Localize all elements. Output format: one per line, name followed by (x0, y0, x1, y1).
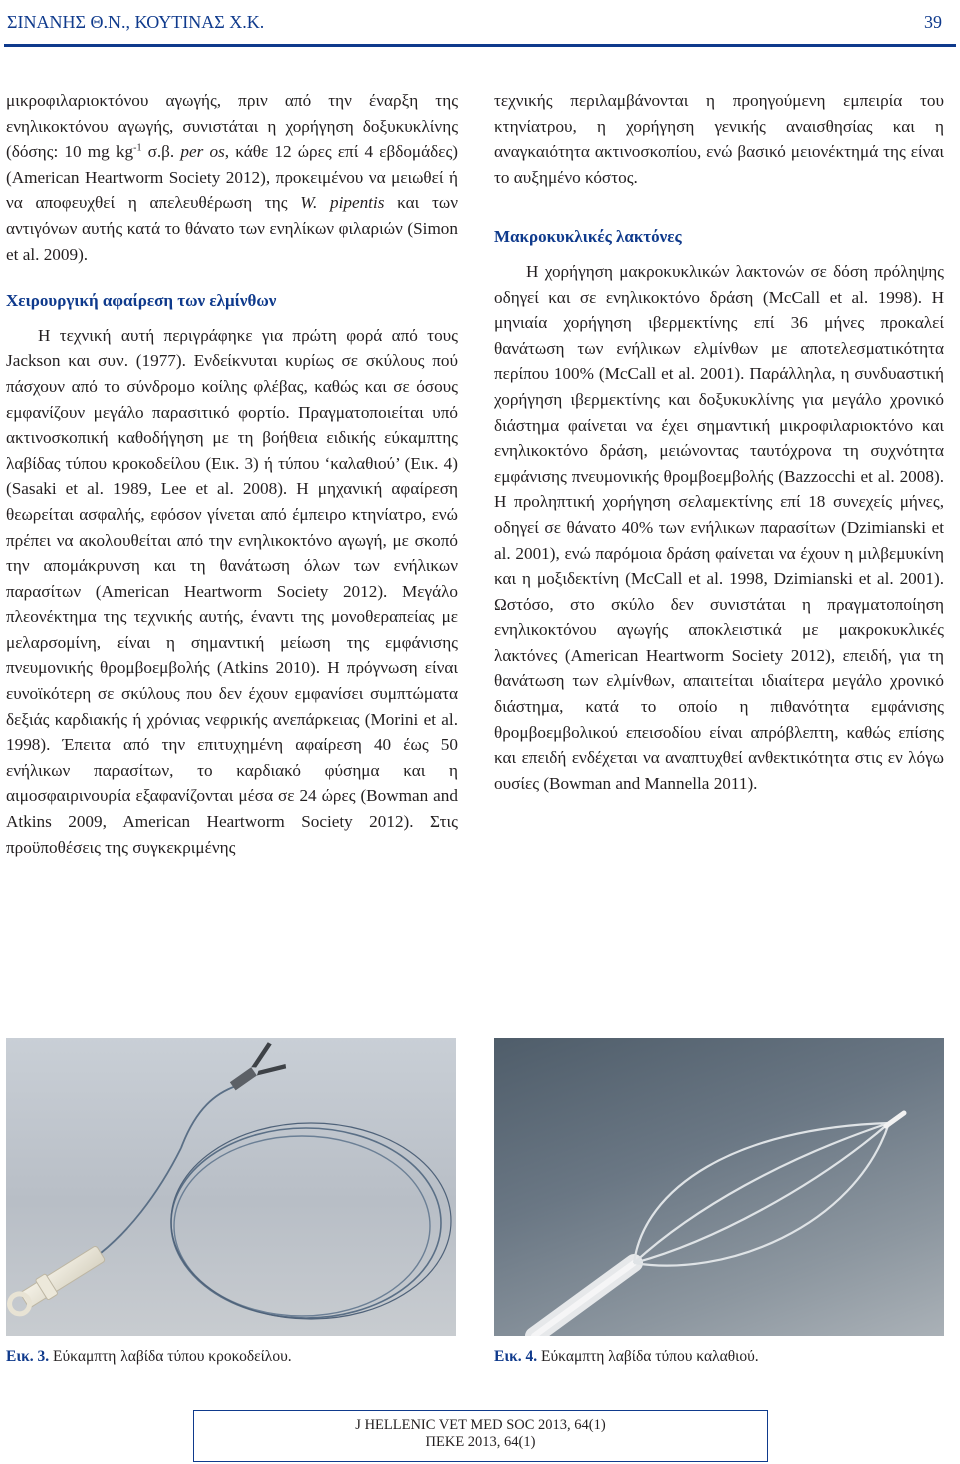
figure-crocodile-forceps (6, 1038, 456, 1336)
header-rule (4, 44, 956, 47)
section-title-macrocyclic-lactones: Μακροκυκλικές λακτόνες (494, 227, 682, 247)
figure-3-caption: Εικ. 3. Εύκαμπτη λαβίδα τύπου κροκοδείλου. (6, 1348, 292, 1365)
crocodile-forceps-image (6, 1038, 456, 1336)
right-column (494, 88, 944, 796)
paragraph-technique-requirements: τεχνικής περιλαμβάνονται η προηγούμενη εμπειρία του κτηνίατρου, η χορήγηση γενικής αναισθησίας και η αναγκαιότητα ακτινοσκοπίου, ενώ βασικό μειονέκτημά της είναι το αυξημένο κόστος. (494, 91, 944, 187)
section-title-surgical-removal: Χειρουργική αφαίρεση των ελμίνθων (6, 291, 277, 311)
running-head-authors: ΣΙΝΑΝΗΣ Θ.Ν., ΚΟΥΤΙΝΑΣ Χ.Κ. (7, 12, 265, 32)
paragraph-doxycycline: μικροφιλαριοκτόνου αγωγής, πριν από την έναρξη της ενηλικοκτόνου αγωγής, συνιστάται η χορήγηση δοξυκυκλίνης (δόσης: 10 mg $kg^{-1}$ σ.β. per os, κάθε 12 ώρες επί 4 εβδομάδες) (American Heartworm Society 2012), προκειμένου να μειωθεί ή να αποφευχθεί η απελευθέρωση της W. pipentis και των αντιγόνων αυτής κατά το θάνατο των ενηλίκων φιλαριών (Simon et al. 2009). (6, 91, 459, 264)
footer-greek-line: ΠΕΚΕ 2013, 64(1) (425, 1434, 536, 1450)
journal-footer (193, 1410, 768, 1462)
left-column (6, 88, 458, 860)
page-number: 39 (924, 12, 942, 32)
paragraph-macrocyclic-lactones: Η χορήγηση μακροκυκλικών λακτονών σε δόση πρόληψης οδηγεί και σε ενηλικοκτόνο δράση (McCall et al. 1998). Η μηνιαία χορήγηση ιβερμεκτίνης επί 36 μήνες προκαλεί θανάτωση των ενήλικων ελμίνθων με αποτελεσματικότητα περίπου 100% (McCall et al. 2001). Παράλληλα, η συνδυαστική χορήγηση ιβερμεκτίνης και δοξυκυκλίνης για μεγάλο χρονικό διάστημα φαίνεται να έχει σημαντική μικροφιλαριοκτόνο και ενηλικοκτόνο δράση, μειώνοντας ταυτόχρονα τη συχνότητα εμφάνισης πνευμονικής θρομβοεμβολής (Bazzocchi et al. 2008). Η προληπτική χορήγηση σελαμεκτίνης επί 18 συνεχείς μήνες, οδηγεί σε θάνατο 40% των ενήλικων παρασίτων (Dzimianski et al. 2001), ενώ παρόμοια δράση φαίνεται να έχουν η μιλβεμυκίνη και η μοξιδεκτίνη (McCall et al. 1998, Dzimianski et al. 2001). Ωστόσο, στο σκύλο δεν συνιστάται η πραγματοποίηση ενηλικοκτόνου αγωγής αποκλειστικά με μακροκυκλικές λακτόνες (American Heartworm Society 2012), επειδή, για τη θανάτωση των ελμίνθων, απαιτείται ιδιαίτερα μεγάλο χρονικό διάστημα, κατά το οποίο η πιθανότητα εμφάνισης θρομβοεμβολικού επεισοδίου είναι απρόβλεπτη, καθώς επίσης και επειδή ενδέχεται να αναπτυχθεί ανθεκτικότητα στις εν λόγω ουσίες (Bowman and Mannella 2011). (494, 261, 944, 793)
running-head (0, 0, 960, 50)
figure-basket-forceps (494, 1038, 944, 1336)
basket-forceps-image (494, 1038, 944, 1336)
footer-journal-line: J HELLENIC VET MED SOC 2013, 64(1) (355, 1417, 606, 1433)
figure-4-caption: Εικ. 4. Εύκαμπτη λαβίδα τύπου καλαθιού. (494, 1348, 759, 1365)
paragraph-surgical-removal: Η τεχνική αυτή περιγράφηκε για πρώτη φορά από τους Jackson και συν. (1977). Ενδείκνυται κυρίως σε σκύλους πού πάσχουν από το σύνδρομο κοίλης φλέβας, καθώς και σε όσους εμφανίζουν μεγάλο παρασιτικό φορτίο. Πραγματοποιείται υπό ακτινοσκοπική καθοδήγηση με τη βοήθεια ειδικής εύκαμπτης λαβίδας τύπου κροκοδείλου (Εικ. 3) ή τύπου ‘καλαθιού’ (Εικ. 4) (Sasaki et al. 1989, Lee et al. 2008). Η μηχανική αφαίρεση θεωρείται ασφαλής, εφόσον γίνεται από έμπειρο κτηνίατρο, ενώ πρέπει να ακολουθείται από την ενηλικοκτόνο αγωγή, με σκοπό την απομάκρυνση και τη θανάτωση όλων των ενήλικων παρασίτων (American Heartworm Society 2012). Μεγάλο πλεονέκτημα της τεχνικής αυτής, έναντι της μονοθεραπείας με μελαρσομίνη, είναι η σημαντική μείωση της εμφάνισης πνευμονικής θρομβοεμβολής (Atkins 2010). Η πρόγνωση είναι ευνοϊκότερη σε σκύλους που δεν έχουν εμφανίσει συμπτώματα δεξιάς καρδιακής ή χρόνιας νεφρικής ανεπάρκειας (Morini et al. 1998). Έπειτα από την επιτυχημένη αφαίρεση 40 έως 50 ενήλικων παρασίτων, το καρδιακό φύσημα και η αιμοσφαιρινουρία εξαφανίζονται μέσα σε 24 ώρες (Bowman and Atkins 2009, American Heartworm Society 2012). Στις προϋποθέσεις της συγκεκριμένης (6, 325, 458, 857)
